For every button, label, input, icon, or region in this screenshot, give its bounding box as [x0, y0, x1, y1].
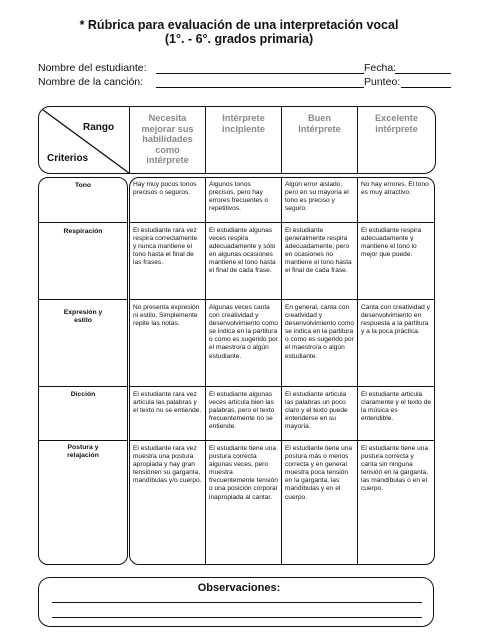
cell-respiracion-3: El estudiante generalmente respira adecuadamente, pero en ocasiones no mantiene el tono hasta el final de cada frase. — [285, 227, 352, 275]
rango-label: Rango — [83, 122, 115, 133]
rubric-header — [38, 106, 436, 174]
level-header-1: Necesita mejorar sus habilidades como intérprete — [129, 107, 205, 173]
score-line[interactable] — [401, 87, 451, 88]
criteria-divider — [38, 386, 128, 387]
criteria-divider — [38, 222, 128, 223]
rubric-title — [0, 18, 478, 46]
cell-expresion-4: Canta con creatividad y desenvolvimiento en respuesta a la partitura y a la poca práctica. — [361, 304, 430, 336]
rubric-title-line1: * Rúbrica para evaluación de una interpretación vocal — [79, 18, 399, 32]
criterion-respiracion: Respiración — [63, 228, 103, 235]
level-header-4: Excelente intérprete — [357, 107, 435, 173]
criterios-label: Criterios — [47, 153, 89, 164]
cell-tono-4: No hay errores. El tono es muy atractivo. — [361, 181, 429, 197]
song-name-line[interactable] — [156, 87, 364, 88]
criteria-divider — [38, 299, 128, 300]
criterion-tono: Tono — [74, 182, 92, 189]
song-field-row — [38, 76, 438, 90]
criterion-expresion: Expresión y estilo — [63, 309, 103, 324]
cell-respiracion-1: El estudiante rara vez respira correctamente y nunca mantiene el tono hasta el final de las frases. — [133, 227, 198, 267]
cell-respiracion-4: El estudiante respira adecuadamente y mantiene el tono lo mejor que puede. — [361, 227, 422, 259]
observations-line[interactable] — [52, 602, 422, 603]
criterion-diccion: Dicción — [70, 391, 96, 398]
level-header-3: Buen Intérprete — [281, 107, 357, 173]
cell-postura-3: El estudiante tiene una postura más o menos correcta y en general muestra poca tensión en la garganta, las mandíbulas y en el cuerpo. — [285, 445, 353, 501]
cell-diccion-2: El estudiante algunas veces articula bien las palabras, pero el texto frecuentemente no se entiende. — [209, 391, 275, 431]
grid-hline — [129, 222, 435, 223]
score-label: Punteo: — [364, 76, 401, 88]
student-name-line[interactable] — [156, 73, 364, 74]
observations-line[interactable] — [52, 617, 422, 618]
cell-diccion-3: El estudiante articula las palabras un poco claro y el texto puede entenderse en su mayoría. — [285, 391, 348, 431]
criteria-divider — [38, 440, 128, 441]
student-field-row — [38, 62, 438, 76]
grid-hline — [129, 386, 435, 387]
cell-tono-1: Hay muy pocos tonos precisos o seguros. — [133, 181, 197, 197]
cell-expresion-1: No presenta expresión ni estilo. Simplemente repite las notas. — [133, 304, 200, 328]
cell-expresion-3: En general, canta con creatividad y desenvolvimiento como se indica en la partitura o como es sugerido por el maestro/a o algún estudiante. — [285, 304, 354, 360]
cell-diccion-4: El estudiante articula claramente y el texto de la música es entendible. — [361, 391, 432, 423]
cell-tono-3: Algún error aislado, pero en su mayoría el tono es preciso y seguro. — [285, 181, 349, 213]
song-name-label: Nombre de la canción: — [38, 76, 144, 88]
observations-label: Observaciones: — [197, 582, 281, 594]
date-line[interactable] — [395, 73, 451, 74]
cell-postura-1: El estudiante rara vez muestra una postura apropiada y hay gran tensiónen su garganta, mandíbulas y/o cuerpo. — [133, 445, 202, 485]
cell-tono-2: Algunos tonos precisos, pero hay errores frecuentes o repetitivos. — [209, 181, 269, 213]
rubric-title-line2: (1°. - 6°. grados primaria) — [164, 32, 314, 46]
date-label: Fecha: — [364, 62, 397, 74]
cell-diccion-1: El estudiante rara vez articula las palabras y el texto no se entiende. — [133, 391, 202, 415]
cell-respiracion-2: El estudiante algunas veces respira adecuadamente y sólo en algunas ocasiones mantiene el tono hasta el final de cada frase. — [209, 227, 276, 275]
level-header-2: Intérprete incipiente — [205, 107, 281, 173]
grid-hline — [129, 440, 435, 441]
criterion-postura: Postura y relajación — [67, 444, 99, 459]
cell-postura-2: El estudiante tiene una postura correcta algunas veces, pero muestra frecuentemente tensión o una posición corporal inapropiada al cantar. — [209, 445, 278, 501]
cell-postura-4: El estudiante tiene una postura correcta y canta sin ninguna tensión en la garganta, las mandíbulas o en el cuerpo. — [361, 445, 429, 493]
cell-expresion-2: Algunas veces canta con creatividad y desenvolvimiento como se indica en la partitura o como es sugerido por el maestro/a o algún estudiante. — [209, 304, 278, 360]
grid-hline — [129, 299, 435, 300]
student-name-label: Nombre del estudiante: — [38, 62, 147, 74]
